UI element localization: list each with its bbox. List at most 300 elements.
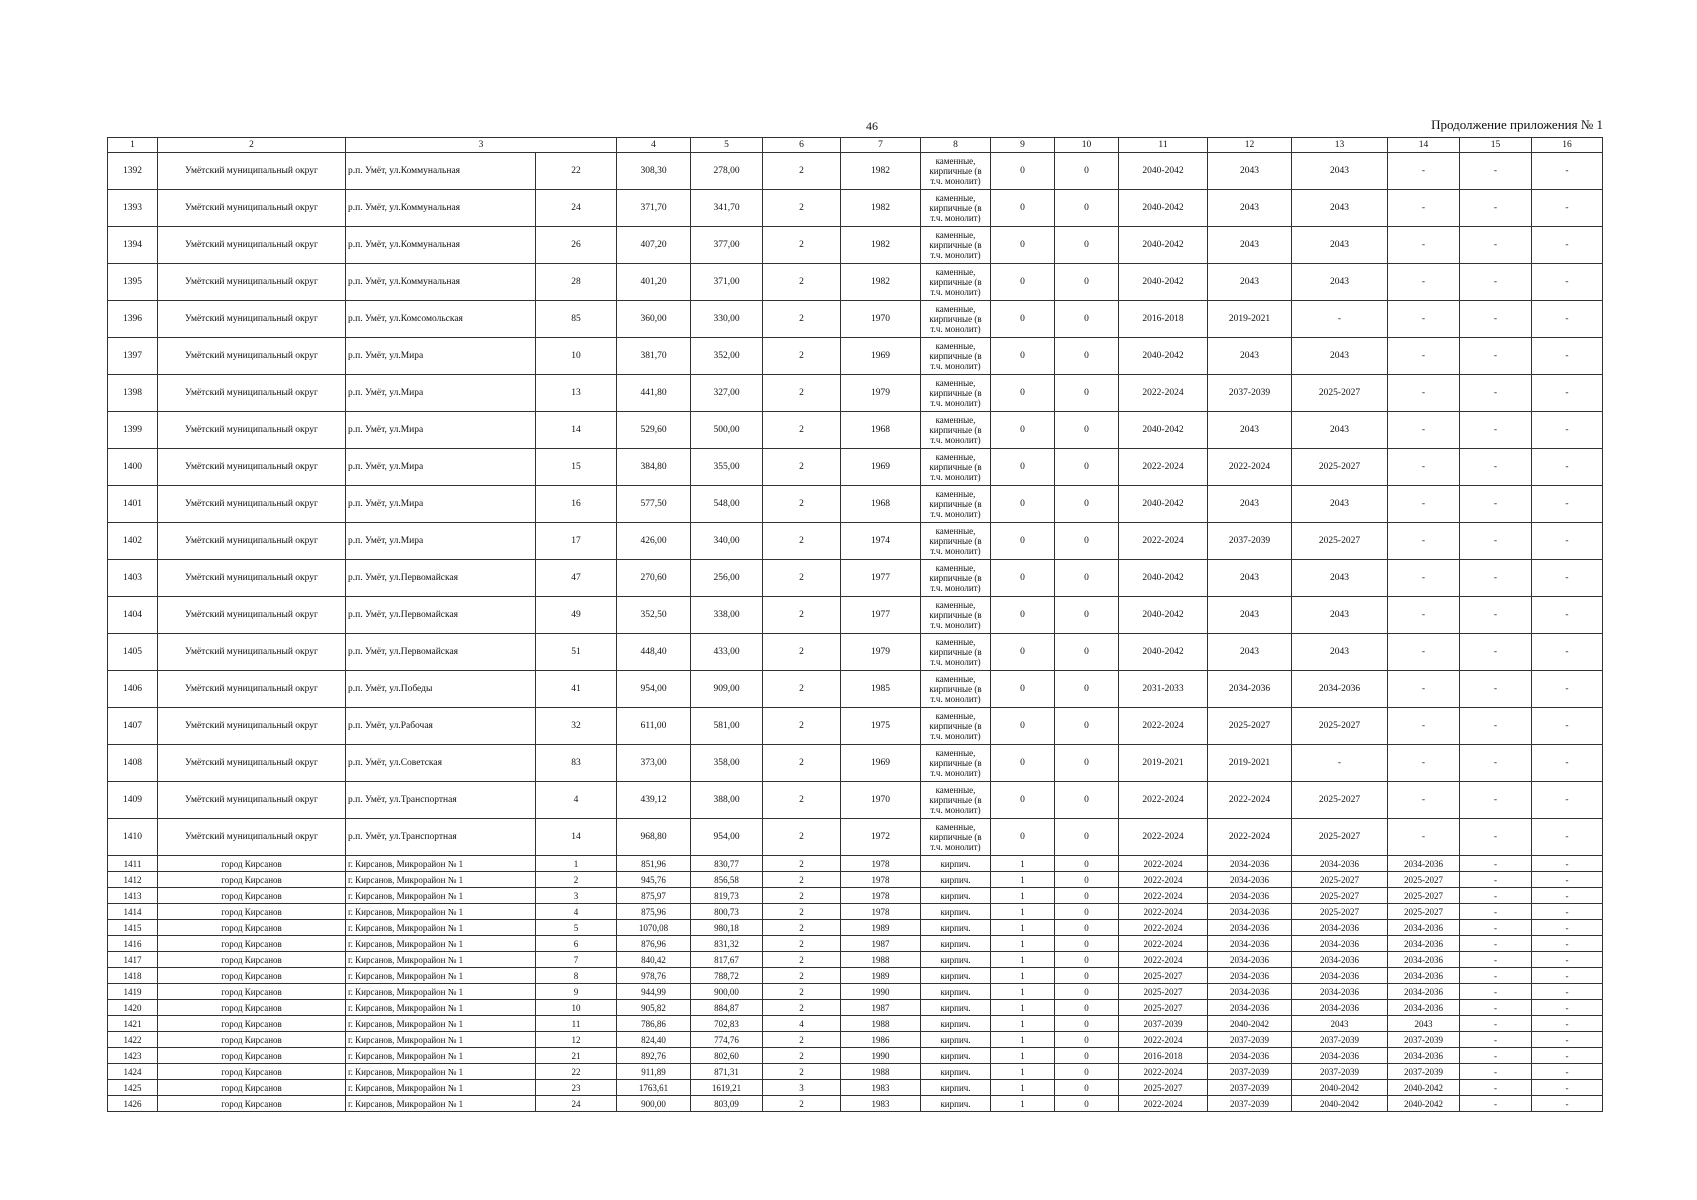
- house-number-cell: 14: [536, 819, 617, 856]
- col14-cell: -: [1388, 227, 1460, 264]
- col6-cell: 2: [763, 745, 841, 782]
- col5-cell: 803,09: [691, 1096, 763, 1112]
- col10-cell: 0: [1055, 936, 1119, 952]
- col13-cell: 2043: [1292, 227, 1388, 264]
- wall-material-cell: кирпич.: [921, 952, 991, 968]
- col6-cell: 2: [763, 523, 841, 560]
- wall-material-cell: каменные, кирпичные (в т.ч. монолит): [921, 264, 991, 301]
- col5-cell: 702,83: [691, 1016, 763, 1032]
- col6-cell: 2: [763, 227, 841, 264]
- col9-cell: 1: [991, 1016, 1055, 1032]
- col4-cell: 352,50: [617, 597, 691, 634]
- col5-cell: 358,00: [691, 745, 763, 782]
- col14-cell: -: [1388, 486, 1460, 523]
- col5-cell: 548,00: [691, 486, 763, 523]
- col5-cell: 327,00: [691, 375, 763, 412]
- row-number: 1419: [108, 984, 158, 1000]
- address-cell: р.п. Умёт, ул.Первомайская: [346, 597, 536, 634]
- address-cell: г. Кирсанов, Микрорайон № 1: [346, 984, 536, 1000]
- col4-cell: 371,70: [617, 190, 691, 227]
- row-number: 1414: [108, 904, 158, 920]
- col9-cell: 0: [991, 264, 1055, 301]
- year-cell: 1986: [841, 1032, 921, 1048]
- col4-cell: 270,60: [617, 560, 691, 597]
- wall-material-cell: кирпич.: [921, 1000, 991, 1016]
- col12-cell: 2043: [1208, 634, 1292, 671]
- table-row: [108, 412, 1603, 449]
- year-cell: 1969: [841, 338, 921, 375]
- table-row: [108, 782, 1603, 819]
- address-cell: г. Кирсанов, Микрорайон № 1: [346, 872, 536, 888]
- year-cell: 1987: [841, 936, 921, 952]
- municipality-cell: Умётский муниципальный округ: [158, 560, 346, 597]
- table-row: [108, 708, 1603, 745]
- col14-cell: -: [1388, 301, 1460, 338]
- table-row: [108, 190, 1603, 227]
- col6-cell: 4: [763, 1016, 841, 1032]
- row-number: 1425: [108, 1080, 158, 1096]
- house-number-cell: 32: [536, 708, 617, 745]
- col13-cell: 2040-2042: [1292, 1080, 1388, 1096]
- col9-cell: 1: [991, 1064, 1055, 1080]
- row-number: 1404: [108, 597, 158, 634]
- year-cell: 1969: [841, 449, 921, 486]
- col4-cell: 968,80: [617, 819, 691, 856]
- address-cell: г. Кирсанов, Микрорайон № 1: [346, 856, 536, 872]
- col15-cell: -: [1460, 745, 1532, 782]
- col4-cell: 441,80: [617, 375, 691, 412]
- row-number: 1421: [108, 1016, 158, 1032]
- col11-cell: 2022-2024: [1119, 449, 1208, 486]
- wall-material-cell: каменные, кирпичные (в т.ч. монолит): [921, 560, 991, 597]
- wall-material-cell: каменные, кирпичные (в т.ч. монолит): [921, 819, 991, 856]
- col5-cell: 817,67: [691, 952, 763, 968]
- wall-material-cell: кирпич.: [921, 1064, 991, 1080]
- column-number: 4: [617, 138, 691, 153]
- col6-cell: 2: [763, 856, 841, 872]
- col15-cell: -: [1460, 301, 1532, 338]
- col10-cell: 0: [1055, 984, 1119, 1000]
- col12-cell: 2043: [1208, 153, 1292, 190]
- table-row: [108, 920, 1603, 936]
- col16-cell: -: [1532, 227, 1603, 264]
- col9-cell: 0: [991, 597, 1055, 634]
- col12-cell: 2034-2036: [1208, 872, 1292, 888]
- col14-cell: -: [1388, 449, 1460, 486]
- year-cell: 1985: [841, 671, 921, 708]
- col9-cell: 0: [991, 301, 1055, 338]
- col15-cell: -: [1460, 888, 1532, 904]
- col10-cell: 0: [1055, 338, 1119, 375]
- col11-cell: 2016-2018: [1119, 1048, 1208, 1064]
- table-row: [108, 936, 1603, 952]
- col14-cell: 2034-2036: [1388, 1000, 1460, 1016]
- col10-cell: 0: [1055, 560, 1119, 597]
- col12-cell: 2022-2024: [1208, 819, 1292, 856]
- col11-cell: 2022-2024: [1119, 920, 1208, 936]
- wall-material-cell: каменные, кирпичные (в т.ч. монолит): [921, 375, 991, 412]
- col6-cell: 2: [763, 338, 841, 375]
- wall-material-cell: каменные, кирпичные (в т.ч. монолит): [921, 634, 991, 671]
- col16-cell: -: [1532, 920, 1603, 936]
- col13-cell: 2025-2027: [1292, 782, 1388, 819]
- col5-cell: 338,00: [691, 597, 763, 634]
- col14-cell: -: [1388, 597, 1460, 634]
- col5-cell: 256,00: [691, 560, 763, 597]
- col14-cell: -: [1388, 338, 1460, 375]
- col12-cell: 2034-2036: [1208, 968, 1292, 984]
- col4-cell: 360,00: [617, 301, 691, 338]
- municipality-cell: город Кирсанов: [158, 936, 346, 952]
- house-number-cell: 14: [536, 412, 617, 449]
- col9-cell: 0: [991, 449, 1055, 486]
- municipality-cell: город Кирсанов: [158, 1096, 346, 1112]
- col6-cell: 2: [763, 936, 841, 952]
- col12-cell: 2034-2036: [1208, 856, 1292, 872]
- col16-cell: -: [1532, 597, 1603, 634]
- col11-cell: 2022-2024: [1119, 1032, 1208, 1048]
- col16-cell: -: [1532, 745, 1603, 782]
- col5-cell: 581,00: [691, 708, 763, 745]
- col12-cell: 2022-2024: [1208, 449, 1292, 486]
- year-cell: 1978: [841, 904, 921, 920]
- municipality-cell: город Кирсанов: [158, 1064, 346, 1080]
- col14-cell: -: [1388, 153, 1460, 190]
- col12-cell: 2022-2024: [1208, 782, 1292, 819]
- col13-cell: 2025-2027: [1292, 708, 1388, 745]
- row-number: 1420: [108, 1000, 158, 1016]
- row-number: 1424: [108, 1064, 158, 1080]
- col14-cell: 2025-2027: [1388, 888, 1460, 904]
- wall-material-cell: каменные, кирпичные (в т.ч. монолит): [921, 227, 991, 264]
- col9-cell: 1: [991, 888, 1055, 904]
- column-number: 3: [346, 138, 617, 153]
- col6-cell: 2: [763, 190, 841, 227]
- house-number-cell: 24: [536, 190, 617, 227]
- col13-cell: 2034-2036: [1292, 920, 1388, 936]
- house-number-cell: 10: [536, 1000, 617, 1016]
- col10-cell: 0: [1055, 888, 1119, 904]
- col11-cell: 2022-2024: [1119, 888, 1208, 904]
- col6-cell: 2: [763, 486, 841, 523]
- col14-cell: 2040-2042: [1388, 1096, 1460, 1112]
- col9-cell: 1: [991, 1000, 1055, 1016]
- col9-cell: 1: [991, 856, 1055, 872]
- wall-material-cell: кирпич.: [921, 1048, 991, 1064]
- col10-cell: 0: [1055, 968, 1119, 984]
- year-cell: 1983: [841, 1096, 921, 1112]
- col5-cell: 788,72: [691, 968, 763, 984]
- col13-cell: 2043: [1292, 338, 1388, 375]
- wall-material-cell: кирпич.: [921, 1096, 991, 1112]
- municipality-cell: город Кирсанов: [158, 856, 346, 872]
- year-cell: 1978: [841, 856, 921, 872]
- col15-cell: -: [1460, 1048, 1532, 1064]
- wall-material-cell: каменные, кирпичные (в т.ч. монолит): [921, 782, 991, 819]
- house-number-cell: 13: [536, 375, 617, 412]
- address-cell: г. Кирсанов, Микрорайон № 1: [346, 1032, 536, 1048]
- house-number-cell: 21: [536, 1048, 617, 1064]
- address-cell: р.п. Умёт, ул.Мира: [346, 338, 536, 375]
- col6-cell: 2: [763, 920, 841, 936]
- house-number-cell: 16: [536, 486, 617, 523]
- col15-cell: -: [1460, 984, 1532, 1000]
- col16-cell: -: [1532, 190, 1603, 227]
- column-number: 11: [1119, 138, 1208, 153]
- col15-cell: -: [1460, 1096, 1532, 1112]
- col12-cell: 2043: [1208, 338, 1292, 375]
- house-number-cell: 47: [536, 560, 617, 597]
- col16-cell: -: [1532, 936, 1603, 952]
- col10-cell: 0: [1055, 597, 1119, 634]
- col11-cell: 2025-2027: [1119, 968, 1208, 984]
- municipality-cell: Умётский муниципальный округ: [158, 338, 346, 375]
- col5-cell: 352,00: [691, 338, 763, 375]
- row-number: 1398: [108, 375, 158, 412]
- col14-cell: -: [1388, 671, 1460, 708]
- col4-cell: 1763,61: [617, 1080, 691, 1096]
- col16-cell: -: [1532, 1064, 1603, 1080]
- wall-material-cell: каменные, кирпичные (в т.ч. монолит): [921, 597, 991, 634]
- col10-cell: 0: [1055, 375, 1119, 412]
- col16-cell: -: [1532, 872, 1603, 888]
- col11-cell: 2040-2042: [1119, 486, 1208, 523]
- col6-cell: 2: [763, 597, 841, 634]
- col5-cell: 433,00: [691, 634, 763, 671]
- row-number: 1423: [108, 1048, 158, 1064]
- col4-cell: 786,86: [617, 1016, 691, 1032]
- column-number: 5: [691, 138, 763, 153]
- col13-cell: 2025-2027: [1292, 888, 1388, 904]
- table-row: [108, 153, 1603, 190]
- wall-material-cell: кирпич.: [921, 984, 991, 1000]
- col12-cell: 2037-2039: [1208, 375, 1292, 412]
- col16-cell: -: [1532, 634, 1603, 671]
- col12-cell: 2043: [1208, 412, 1292, 449]
- municipality-cell: город Кирсанов: [158, 872, 346, 888]
- col10-cell: 0: [1055, 782, 1119, 819]
- col4-cell: 954,00: [617, 671, 691, 708]
- col10-cell: 0: [1055, 920, 1119, 936]
- col16-cell: -: [1532, 412, 1603, 449]
- col9-cell: 0: [991, 671, 1055, 708]
- table-row: [108, 301, 1603, 338]
- col11-cell: 2040-2042: [1119, 597, 1208, 634]
- address-cell: р.п. Умёт, ул.Транспортная: [346, 782, 536, 819]
- year-cell: 1970: [841, 782, 921, 819]
- housing-register-table: [107, 137, 1603, 1112]
- col12-cell: 2043: [1208, 227, 1292, 264]
- col4-cell: 876,96: [617, 936, 691, 952]
- col13-cell: -: [1292, 745, 1388, 782]
- col6-cell: 3: [763, 1080, 841, 1096]
- col16-cell: -: [1532, 1016, 1603, 1032]
- col10-cell: 0: [1055, 227, 1119, 264]
- col11-cell: 2025-2027: [1119, 1080, 1208, 1096]
- col4-cell: 529,60: [617, 412, 691, 449]
- address-cell: г. Кирсанов, Микрорайон № 1: [346, 904, 536, 920]
- col10-cell: 0: [1055, 1032, 1119, 1048]
- col15-cell: -: [1460, 782, 1532, 819]
- col5-cell: 900,00: [691, 984, 763, 1000]
- col4-cell: 426,00: [617, 523, 691, 560]
- municipality-cell: Умётский муниципальный округ: [158, 375, 346, 412]
- wall-material-cell: кирпич.: [921, 920, 991, 936]
- municipality-cell: город Кирсанов: [158, 1000, 346, 1016]
- col11-cell: 2022-2024: [1119, 1096, 1208, 1112]
- house-number-cell: 28: [536, 264, 617, 301]
- row-number: 1400: [108, 449, 158, 486]
- col9-cell: 0: [991, 819, 1055, 856]
- house-number-cell: 4: [536, 904, 617, 920]
- col14-cell: 2034-2036: [1388, 952, 1460, 968]
- col5-cell: 802,60: [691, 1048, 763, 1064]
- col4-cell: 944,99: [617, 984, 691, 1000]
- col16-cell: -: [1532, 819, 1603, 856]
- municipality-cell: Умётский муниципальный округ: [158, 190, 346, 227]
- col15-cell: -: [1460, 153, 1532, 190]
- municipality-cell: город Кирсанов: [158, 984, 346, 1000]
- col11-cell: 2022-2024: [1119, 952, 1208, 968]
- address-cell: г. Кирсанов, Микрорайон № 1: [346, 1048, 536, 1064]
- municipality-cell: Умётский муниципальный округ: [158, 819, 346, 856]
- col6-cell: 2: [763, 1064, 841, 1080]
- col12-cell: 2037-2039: [1208, 1080, 1292, 1096]
- row-number: 1394: [108, 227, 158, 264]
- wall-material-cell: каменные, кирпичные (в т.ч. монолит): [921, 449, 991, 486]
- col11-cell: 2022-2024: [1119, 936, 1208, 952]
- col13-cell: 2043: [1292, 560, 1388, 597]
- col4-cell: 448,40: [617, 634, 691, 671]
- col16-cell: -: [1532, 301, 1603, 338]
- municipality-cell: город Кирсанов: [158, 904, 346, 920]
- col5-cell: 819,73: [691, 888, 763, 904]
- house-number-cell: 4: [536, 782, 617, 819]
- col6-cell: 2: [763, 888, 841, 904]
- col15-cell: -: [1460, 634, 1532, 671]
- column-number: 10: [1055, 138, 1119, 153]
- municipality-cell: Умётский муниципальный округ: [158, 153, 346, 190]
- col10-cell: 0: [1055, 952, 1119, 968]
- col11-cell: 2019-2021: [1119, 745, 1208, 782]
- col11-cell: 2040-2042: [1119, 338, 1208, 375]
- col10-cell: 0: [1055, 671, 1119, 708]
- address-cell: р.п. Умёт, ул.Мира: [346, 486, 536, 523]
- col9-cell: 1: [991, 952, 1055, 968]
- col15-cell: -: [1460, 560, 1532, 597]
- municipality-cell: Умётский муниципальный округ: [158, 597, 346, 634]
- house-number-cell: 83: [536, 745, 617, 782]
- col15-cell: -: [1460, 449, 1532, 486]
- col16-cell: -: [1532, 375, 1603, 412]
- col9-cell: 1: [991, 920, 1055, 936]
- col4-cell: 851,96: [617, 856, 691, 872]
- col4-cell: 401,20: [617, 264, 691, 301]
- col16-cell: -: [1532, 952, 1603, 968]
- address-cell: р.п. Умёт, ул.Мира: [346, 523, 536, 560]
- col12-cell: 2043: [1208, 597, 1292, 634]
- col14-cell: 2034-2036: [1388, 936, 1460, 952]
- table-row: [108, 597, 1603, 634]
- continuation-label: Продолжение приложения № 1: [1431, 117, 1603, 132]
- address-cell: г. Кирсанов, Микрорайон № 1: [346, 920, 536, 936]
- col5-cell: 884,87: [691, 1000, 763, 1016]
- col14-cell: -: [1388, 190, 1460, 227]
- year-cell: 1978: [841, 872, 921, 888]
- col12-cell: 2025-2027: [1208, 708, 1292, 745]
- col11-cell: 2037-2039: [1119, 1016, 1208, 1032]
- col14-cell: -: [1388, 264, 1460, 301]
- col16-cell: -: [1532, 523, 1603, 560]
- col11-cell: 2040-2042: [1119, 190, 1208, 227]
- year-cell: 1975: [841, 708, 921, 745]
- col15-cell: -: [1460, 904, 1532, 920]
- wall-material-cell: кирпич.: [921, 1032, 991, 1048]
- col13-cell: 2025-2027: [1292, 449, 1388, 486]
- table-row: [108, 745, 1603, 782]
- col10-cell: 0: [1055, 1048, 1119, 1064]
- col15-cell: -: [1460, 936, 1532, 952]
- col6-cell: 2: [763, 449, 841, 486]
- col15-cell: -: [1460, 375, 1532, 412]
- row-number: 1411: [108, 856, 158, 872]
- col5-cell: 340,00: [691, 523, 763, 560]
- col16-cell: -: [1532, 1032, 1603, 1048]
- house-number-cell: 11: [536, 1016, 617, 1032]
- column-number: 13: [1292, 138, 1388, 153]
- wall-material-cell: каменные, кирпичные (в т.ч. монолит): [921, 153, 991, 190]
- col4-cell: 381,70: [617, 338, 691, 375]
- row-number: 1413: [108, 888, 158, 904]
- year-cell: 1989: [841, 920, 921, 936]
- col6-cell: 2: [763, 782, 841, 819]
- col5-cell: 330,00: [691, 301, 763, 338]
- house-number-cell: 23: [536, 1080, 617, 1096]
- municipality-cell: город Кирсанов: [158, 1016, 346, 1032]
- col13-cell: 2043: [1292, 597, 1388, 634]
- table-row: [108, 888, 1603, 904]
- col12-cell: 2040-2042: [1208, 1016, 1292, 1032]
- address-cell: р.п. Умёт, ул.Первомайская: [346, 560, 536, 597]
- col16-cell: -: [1532, 904, 1603, 920]
- col9-cell: 1: [991, 1048, 1055, 1064]
- row-number: 1418: [108, 968, 158, 984]
- municipality-cell: город Кирсанов: [158, 920, 346, 936]
- address-cell: г. Кирсанов, Микрорайон № 1: [346, 952, 536, 968]
- col12-cell: 2034-2036: [1208, 1000, 1292, 1016]
- table-row: [108, 634, 1603, 671]
- col10-cell: 0: [1055, 523, 1119, 560]
- house-number-cell: 3: [536, 888, 617, 904]
- table-row: [108, 1080, 1603, 1096]
- year-cell: 1974: [841, 523, 921, 560]
- address-cell: р.п. Умёт, ул.Первомайская: [346, 634, 536, 671]
- house-number-cell: 12: [536, 1032, 617, 1048]
- col13-cell: 2043: [1292, 412, 1388, 449]
- municipality-cell: Умётский муниципальный округ: [158, 264, 346, 301]
- year-cell: 1968: [841, 412, 921, 449]
- col9-cell: 0: [991, 745, 1055, 782]
- col9-cell: 1: [991, 1096, 1055, 1112]
- col14-cell: 2025-2027: [1388, 904, 1460, 920]
- table-row: [108, 523, 1603, 560]
- house-number-cell: 51: [536, 634, 617, 671]
- address-cell: р.п. Умёт, ул.Мира: [346, 375, 536, 412]
- col15-cell: -: [1460, 227, 1532, 264]
- col15-cell: -: [1460, 190, 1532, 227]
- year-cell: 1989: [841, 968, 921, 984]
- address-cell: р.п. Умёт, ул.Транспортная: [346, 819, 536, 856]
